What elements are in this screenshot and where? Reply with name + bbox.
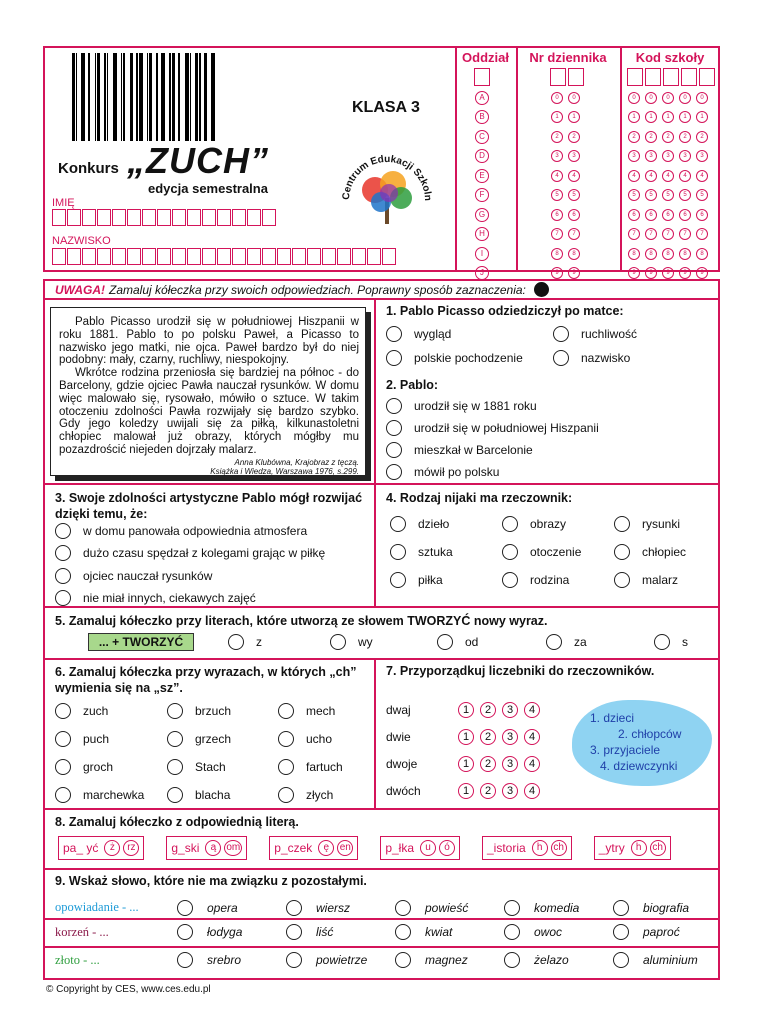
digit-row	[551, 206, 580, 224]
letter-bubble[interactable]: C	[475, 130, 489, 144]
q9-option[interactable]: komedia	[504, 900, 613, 916]
q5-option-2[interactable]: wy	[330, 634, 373, 650]
q2-option-4[interactable]: mówił po polsku	[386, 464, 499, 480]
q9-option[interactable]: aluminium	[613, 952, 722, 968]
class-label: KLASA 3	[352, 99, 420, 116]
q7-number-bubble[interactable]: 4	[524, 783, 540, 799]
warning-label: UWAGA!	[55, 282, 105, 297]
q9-row-label: złoto - ...	[55, 952, 100, 967]
divider-9	[43, 868, 720, 870]
digit-bubble[interactable]: 4	[628, 170, 640, 182]
q5-tag: ... + TWORZYĆ	[88, 633, 194, 651]
q8-items	[58, 836, 671, 860]
digit-bubble[interactable]: 2	[679, 131, 691, 143]
nazwisko-boxes[interactable]	[52, 248, 397, 265]
digit-bubble[interactable]: 0	[645, 92, 657, 104]
digit-bubble[interactable]: 0	[568, 92, 580, 104]
q7-number-bubble[interactable]: 4	[524, 729, 540, 745]
q4-option-5[interactable]: otoczenie	[502, 544, 581, 560]
digit-bubble[interactable]: 8	[662, 248, 674, 260]
digit-bubble[interactable]: 7	[662, 228, 674, 240]
reading-paragraph-2: Wkrótce rodzina przeniosła się bardziej na północ - do Barcelony, gdzie ojciec Pawła nauczał rysunków. W domu więc malowało się, rysowało, mówiło o sztuce. W takim otoczeniu zdolności Pawła rozwijały się bardzo szybko. Gdy jego koledzy uwijali się za piłką, kilkunastoletni chłopiec malował już obrazy, których mógłby mu pozazdrościć niejeden dojrzały malarz.	[59, 367, 359, 456]
header-divider-3	[620, 46, 622, 272]
q4-option-9[interactable]: malarz	[614, 572, 678, 588]
oddzial-bubbles[interactable]	[475, 89, 489, 282]
contest-title: „ZUCH”	[127, 140, 269, 181]
digit-row	[551, 148, 580, 166]
reading-source-2: Książka i Wiedza, Warszawa 1976, s.299.	[210, 466, 359, 476]
q7-word: dwie	[386, 729, 411, 744]
barcode	[72, 53, 227, 141]
q7-number-bubble[interactable]: 2	[480, 783, 496, 799]
q2-option-3[interactable]: mieszkał w Barcelonie	[386, 442, 533, 458]
digit-bubble[interactable]: 2	[568, 131, 580, 143]
digit-bubble[interactable]: 9	[568, 267, 580, 279]
q8-item	[269, 836, 358, 860]
q7-number-bubble[interactable]: 1	[458, 729, 474, 745]
digit-row	[551, 89, 580, 107]
divider-warning	[43, 298, 720, 300]
digit-row	[551, 167, 580, 185]
letter-bubble[interactable]: E	[475, 169, 489, 183]
q8-item	[594, 836, 671, 860]
q7-number-bubble[interactable]: 2	[480, 729, 496, 745]
q7-row	[386, 777, 546, 804]
q9-option[interactable]: powieść	[395, 900, 504, 916]
q5-title: 5. Zamaluj kółeczko przy literach, które utworzą ze słowem TWORZYĆ nowy wyraz.	[55, 614, 548, 628]
q7-number-bubble[interactable]: 3	[502, 729, 518, 745]
kod-szkoly-bubbles[interactable]	[628, 89, 708, 282]
q6-option-4[interactable]: puch	[55, 731, 109, 747]
digit-bubble[interactable]: 0	[679, 92, 691, 104]
q7-noun-1: 1. dzieci	[590, 711, 635, 725]
q8-item	[380, 836, 460, 860]
digit-bubble[interactable]: 8	[645, 248, 657, 260]
digit-row	[628, 89, 708, 107]
digit-bubble[interactable]: 7	[628, 228, 640, 240]
digit-bubble[interactable]: 2	[662, 131, 674, 143]
digit-row	[628, 206, 708, 224]
imie-boxes[interactable]	[52, 209, 277, 226]
q1-option-2[interactable]: ruchliwość	[553, 326, 637, 342]
q9-option[interactable]: liść	[286, 924, 395, 940]
q7-number-bubble[interactable]: 3	[502, 756, 518, 772]
q9-title: 9. Wskaż słowo, które nie ma związku z pozostałymi.	[55, 874, 367, 888]
digit-bubble[interactable]: 4	[679, 170, 691, 182]
q1-title: 1. Pablo Picasso odziedziczył po matce:	[386, 304, 624, 318]
q8-item	[166, 836, 247, 860]
divider-5	[43, 606, 720, 608]
logo-text: Centrum Edukacji Szkoln	[340, 153, 434, 202]
digit-bubble[interactable]: 6	[696, 209, 708, 221]
digit-row	[628, 245, 708, 263]
q8-letter-bubble[interactable]: u	[420, 840, 436, 856]
digit-bubble[interactable]: 9	[645, 267, 657, 279]
digit-bubble[interactable]: 2	[628, 131, 640, 143]
q4-option-3[interactable]: rysunki	[614, 516, 680, 532]
q8-letter-bubble[interactable]: h	[532, 840, 548, 856]
q7-number-bubble[interactable]: 1	[458, 756, 474, 772]
oddzial-bubble[interactable]	[475, 206, 489, 224]
digit-row	[628, 167, 708, 185]
nr-dziennika-bubbles[interactable]	[551, 89, 580, 282]
q8-letter-bubble[interactable]: h	[631, 840, 647, 856]
digit-bubble[interactable]: 7	[645, 228, 657, 240]
digit-bubble[interactable]: 9	[551, 267, 563, 279]
q8-word: pa_ yć	[63, 841, 99, 855]
q9-rows	[55, 897, 722, 974]
digit-row	[551, 109, 580, 127]
q1-option-4[interactable]: nazwisko	[553, 350, 630, 366]
digit-bubble[interactable]: 6	[662, 209, 674, 221]
letter-bubble[interactable]: B	[475, 110, 489, 124]
oddzial-bubble[interactable]	[475, 128, 489, 146]
digit-bubble[interactable]: 0	[662, 92, 674, 104]
q7-number-bubble[interactable]: 4	[524, 702, 540, 718]
contest-label: Konkurs	[58, 160, 119, 177]
q7-row	[386, 696, 546, 723]
q9-row	[55, 946, 722, 974]
q7-rows	[386, 696, 546, 804]
q7-number-bubble[interactable]: 4	[524, 756, 540, 772]
q4-option-6[interactable]: chłopiec	[614, 544, 686, 560]
q4-option-1[interactable]: dzieło	[390, 516, 449, 532]
q8-letter-bubble[interactable]: ą	[205, 840, 221, 856]
q2-option-2[interactable]: urodził się w południowej Hiszpanii	[386, 420, 599, 436]
q9-option[interactable]: biografia	[613, 900, 722, 916]
q9-option[interactable]: łodyga	[177, 924, 286, 940]
nr-dziennika-boxes[interactable]	[550, 68, 584, 86]
letter-bubble[interactable]: J	[475, 266, 489, 280]
digit-bubble[interactable]: 6	[568, 209, 580, 221]
q7-title: 7. Przyporządkuj liczebniki do rzeczowników.	[386, 664, 655, 678]
q2-option-1[interactable]: urodził się w 1881 roku	[386, 398, 537, 414]
q6-option-5[interactable]: grzech	[167, 731, 231, 747]
digit-bubble[interactable]: 8	[628, 248, 640, 260]
nazwisko-label: NAZWISKO	[52, 235, 111, 247]
q5-option-1[interactable]: z	[228, 634, 262, 650]
q8-letter-bubble[interactable]: ę	[318, 840, 334, 856]
q8-word: p_czek	[274, 841, 313, 855]
q6-option-9[interactable]: fartuch	[278, 759, 343, 775]
digit-bubble[interactable]: 1	[662, 111, 674, 123]
q8-word: g_ski	[171, 841, 200, 855]
digit-bubble[interactable]: 9	[628, 267, 640, 279]
q4-option-7[interactable]: piłka	[390, 572, 443, 588]
digit-bubble[interactable]: 2	[645, 131, 657, 143]
oddzial-bubble[interactable]	[475, 89, 489, 107]
q8-item	[58, 836, 144, 860]
q7-nouns	[590, 710, 681, 774]
q9-option[interactable]: srebro	[177, 952, 286, 968]
q8-word: _ytry	[598, 841, 625, 855]
q7-noun-3: 3. przyjaciele	[590, 743, 661, 757]
footer: © Copyright by CES, www.ces.edu.pl	[46, 984, 211, 995]
oddzial-bubble[interactable]	[475, 226, 489, 244]
digit-bubble[interactable]: 5	[696, 189, 708, 201]
oddzial-bubble[interactable]	[475, 245, 489, 263]
digit-row	[628, 226, 708, 244]
digit-bubble[interactable]: 5	[568, 189, 580, 201]
q9-row-label: opowiadanie - ...	[55, 900, 139, 914]
q9-option[interactable]: kwiat	[395, 924, 504, 940]
q6-option-2[interactable]: brzuch	[167, 703, 231, 719]
reading-text	[50, 307, 366, 476]
digit-bubble[interactable]: 4	[696, 170, 708, 182]
digit-bubble[interactable]: 8	[679, 248, 691, 260]
q9-option[interactable]: owoc	[504, 924, 613, 940]
digit-bubble[interactable]: 5	[551, 189, 563, 201]
digit-row	[551, 245, 580, 263]
q6-title: 6. Zamaluj kółeczka przy wyrazach, w których „ch” wymienia się na „sz”.	[55, 665, 357, 695]
q9-option[interactable]: paproć	[613, 924, 722, 940]
digit-bubble[interactable]: 4	[568, 170, 580, 182]
divider-text-q	[374, 298, 376, 606]
digit-bubble[interactable]: 7	[679, 228, 691, 240]
q7-number-bubble[interactable]: 3	[502, 783, 518, 799]
q7-number-bubble[interactable]: 1	[458, 702, 474, 718]
ces-logo	[335, 138, 440, 243]
digit-bubble[interactable]: 1	[645, 111, 657, 123]
letter-bubble[interactable]: G	[475, 208, 489, 222]
digit-bubble[interactable]: 6	[645, 209, 657, 221]
digit-bubble[interactable]: 9	[679, 267, 691, 279]
oddzial-bubble[interactable]	[475, 109, 489, 127]
q9-option[interactable]: magnez	[395, 952, 504, 968]
oddzial-box[interactable]	[474, 68, 490, 86]
edition-label: edycja semestralna	[148, 181, 268, 196]
oddzial-bubble[interactable]	[475, 148, 489, 166]
digit-bubble[interactable]: 6	[551, 209, 563, 221]
kod-szkoly-label: Kod szkoły	[635, 50, 705, 65]
oddzial-bubble[interactable]	[475, 167, 489, 185]
q8-letter-bubble[interactable]: en	[337, 840, 353, 856]
digit-bubble[interactable]: 4	[551, 170, 563, 182]
digit-row	[551, 226, 580, 244]
letter-bubble[interactable]: I	[475, 247, 489, 261]
q4-option-4[interactable]: sztuka	[390, 544, 453, 560]
q1-option-3[interactable]: polskie pochodzenie	[386, 350, 523, 366]
filled-circle-example	[534, 282, 549, 297]
letter-bubble[interactable]: F	[475, 188, 489, 202]
q1-option-1[interactable]: wygląd	[386, 326, 451, 342]
q3-option-2[interactable]: dużo czasu spędzał z kolegami grając w piłkę	[55, 545, 325, 561]
q7-number-bubble[interactable]: 1	[458, 783, 474, 799]
digit-bubble[interactable]: 1	[679, 111, 691, 123]
digit-bubble[interactable]: 5	[679, 189, 691, 201]
digit-bubble[interactable]: 8	[551, 248, 563, 260]
digit-bubble[interactable]: 0	[551, 92, 563, 104]
divider-3-4	[43, 483, 720, 485]
q6-option-10[interactable]: marchewka	[55, 787, 144, 803]
q8-word: p_łka	[385, 841, 414, 855]
digit-bubble[interactable]: 3	[551, 150, 563, 162]
q6-option-7[interactable]: groch	[55, 759, 113, 775]
digit-row	[628, 128, 708, 146]
digit-bubble[interactable]: 2	[551, 131, 563, 143]
digit-bubble[interactable]: 3	[696, 150, 708, 162]
digit-bubble[interactable]: 3	[628, 150, 640, 162]
digit-bubble[interactable]: 7	[696, 228, 708, 240]
q8-letter-bubble[interactable]: ó	[439, 840, 455, 856]
q7-number-bubble[interactable]: 2	[480, 702, 496, 718]
q6-option-6[interactable]: ucho	[278, 731, 332, 747]
q3-option-4[interactable]: nie miał innych, ciekawych zajęć	[55, 590, 256, 606]
q9-option[interactable]: opera	[177, 900, 286, 916]
q5-option-3[interactable]: od	[437, 634, 478, 650]
divider-6-7	[374, 658, 376, 808]
digit-bubble[interactable]: 2	[696, 131, 708, 143]
imie-label: IMIĘ	[52, 197, 75, 209]
q7-row	[386, 723, 546, 750]
digit-bubble[interactable]: 0	[628, 92, 640, 104]
digit-bubble[interactable]: 4	[662, 170, 674, 182]
q9-option[interactable]: powietrze	[286, 952, 395, 968]
digit-bubble[interactable]: 5	[645, 189, 657, 201]
digit-row	[551, 128, 580, 146]
q7-number-bubble[interactable]: 3	[502, 702, 518, 718]
q7-number-bubble[interactable]: 2	[480, 756, 496, 772]
q8-letter-bubble[interactable]: ch	[650, 840, 666, 856]
warning-text: Zamaluj kółeczka przy swoich odpowiedziach. Poprawny sposób zaznaczenia:	[109, 282, 526, 297]
q3-title: 3. Swoje zdolności artystyczne Pablo mógł rozwijać dzięki temu, że:	[55, 491, 363, 521]
digit-bubble[interactable]: 5	[628, 189, 640, 201]
q6-option-8[interactable]: Stach	[167, 759, 226, 775]
digit-bubble[interactable]: 3	[679, 150, 691, 162]
q7-word: dwóch	[386, 783, 421, 798]
q3-option-1[interactable]: w domu panowała odpowiednia atmosfera	[55, 523, 307, 539]
q7-noun-4: 4. dziewczynki	[600, 759, 678, 773]
divider-8	[43, 808, 720, 810]
digit-row	[628, 187, 708, 205]
letter-bubble[interactable]: A	[475, 91, 489, 105]
digit-bubble[interactable]: 8	[568, 248, 580, 260]
digit-row	[628, 148, 708, 166]
reading-source-1: Anna Klubówna, Krajobraz z tęczą.	[234, 457, 359, 467]
digit-bubble[interactable]: 4	[645, 170, 657, 182]
digit-bubble[interactable]: 5	[662, 189, 674, 201]
q2-title: 2. Pablo:	[386, 378, 439, 392]
digit-bubble[interactable]: 3	[568, 150, 580, 162]
q9-row-label: korzeń - ...	[55, 924, 109, 939]
digit-bubble[interactable]: 6	[628, 209, 640, 221]
q8-letter-bubble[interactable]: rz	[123, 840, 139, 856]
digit-bubble[interactable]: 3	[645, 150, 657, 162]
q9-option[interactable]: żelazo	[504, 952, 613, 968]
q6-option-1[interactable]: zuch	[55, 703, 108, 719]
q9-row	[55, 897, 722, 918]
digit-bubble[interactable]: 8	[696, 248, 708, 260]
q6-option-11[interactable]: blacha	[167, 787, 230, 803]
digit-bubble[interactable]: 1	[696, 111, 708, 123]
q8-letter-bubble[interactable]: om	[224, 840, 242, 856]
oddzial-label: Oddział	[462, 50, 509, 65]
digit-row	[551, 187, 580, 205]
q3-option-3[interactable]: ojciec nauczał rysunków	[55, 568, 212, 584]
q8-letter-bubble[interactable]: ż	[104, 840, 120, 856]
digit-bubble[interactable]: 7	[568, 228, 580, 240]
letter-bubble[interactable]: H	[475, 227, 489, 241]
digit-bubble[interactable]: 1	[628, 111, 640, 123]
q8-letter-bubble[interactable]: ch	[551, 840, 567, 856]
q8-word: _istoria	[487, 841, 526, 855]
q4-title: 4. Rodzaj nijaki ma rzeczownik:	[386, 491, 573, 505]
warning	[55, 282, 549, 297]
q9-option[interactable]: wiersz	[286, 900, 395, 916]
q4-option-2[interactable]: obrazy	[502, 516, 566, 532]
nr-dziennika-label: Nr dziennika	[529, 50, 607, 65]
q8-item	[482, 836, 572, 860]
digit-bubble[interactable]: 1	[551, 111, 563, 123]
header-divider-2	[516, 46, 518, 272]
q5-option-5[interactable]: s	[654, 634, 688, 650]
q4-option-8[interactable]: rodzina	[502, 572, 569, 588]
digit-bubble[interactable]: 1	[568, 111, 580, 123]
reading-paragraph-1: Pablo Picasso urodził się w południowej Hiszpanii w roku 1881. Pablo to po polsku Paweł, a Picasso to nazwisko jego matki, nie ojca. Paweł bardzo był do niej podobny: mały, czarny, ruchliwy, niespokojny.	[59, 316, 359, 367]
oddzial-bubble[interactable]	[475, 187, 489, 205]
q8-title: 8. Zamaluj kółeczko z odpowiednią literą.	[55, 815, 299, 829]
digit-row	[628, 109, 708, 127]
q7-noun-2: 2. chłopców	[618, 727, 682, 741]
divider-6	[43, 658, 720, 660]
kod-szkoly-boxes[interactable]	[627, 68, 715, 86]
header-divider-1	[455, 46, 457, 272]
q7-word: dwoje	[386, 756, 418, 771]
q9-row	[55, 918, 722, 946]
digit-bubble[interactable]: 7	[551, 228, 563, 240]
q6-option-12[interactable]: złych	[278, 787, 333, 803]
digit-bubble[interactable]: 9	[696, 267, 708, 279]
digit-bubble[interactable]: 9	[662, 267, 674, 279]
digit-bubble[interactable]: 6	[679, 209, 691, 221]
letter-bubble[interactable]: D	[475, 149, 489, 163]
digit-bubble[interactable]: 0	[696, 92, 708, 104]
q5-option-4[interactable]: za	[546, 634, 587, 650]
digit-bubble[interactable]: 3	[662, 150, 674, 162]
q7-row	[386, 750, 546, 777]
q7-word: dwaj	[386, 702, 411, 717]
q6-option-3[interactable]: mech	[278, 703, 335, 719]
